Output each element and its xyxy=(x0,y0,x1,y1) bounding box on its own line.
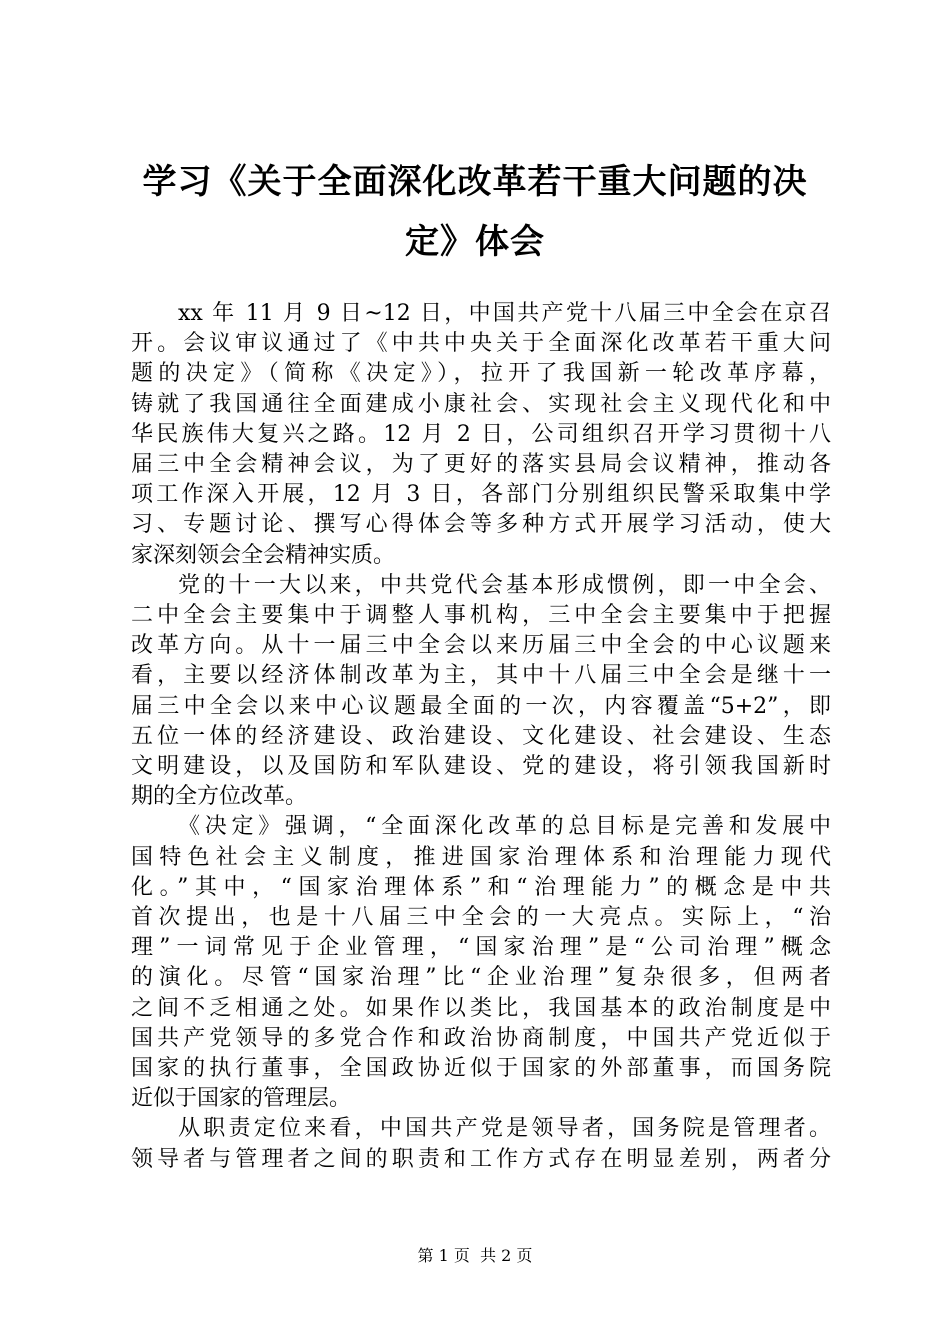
body-text-line: 从职责定位来看，中国共产党是领导者，国务院是管理者。 xyxy=(178,1116,831,1142)
body-text-line: 家深刻领会全会精神实质。 xyxy=(131,542,396,568)
body-text-line: 看，主要以经济体制改革为主，其中十八届三中全会是继十一 xyxy=(131,663,831,689)
body-text-line: 届三中全会以来中心议题最全面的一次，内容覆盖“5+2”，即 xyxy=(131,693,831,719)
document-title-line-2: 定》体会 xyxy=(405,222,545,262)
body-text-line: 二中全会主要集中于调整人事机构，三中全会主要集中于把握 xyxy=(131,603,831,628)
body-text-line: 《决定》强调，“全面深化改革的总目标是完善和发展中 xyxy=(178,814,831,840)
body-text-line: 国共产党领导的多党合作和政治协商制度，中国共产党近似于 xyxy=(131,1025,831,1051)
body-text-line: 文明建设，以及国防和军队建设、党的建设，将引领我国新时 xyxy=(131,754,831,779)
page-footer: 第 1 页 共 2 页 xyxy=(417,1246,533,1265)
body-text-line: 项工作深入开展，12 月 3 日，各部门分别组织民警采取集中学 xyxy=(131,482,831,508)
document-title-line-1: 学习《关于全面深化改革若干重大问题的决 xyxy=(142,162,808,202)
body-text-line: 铸就了我国通往全面建成小康社会、实现社会主义现代化和中 xyxy=(131,391,831,417)
body-text-line: 理”一词常见于企业管理，“国家治理”是“公司治理”概念 xyxy=(131,935,831,961)
body-text-line: xx 年 11 月 9 日~12 日，中国共产党十八届三中全会在京召 xyxy=(178,301,831,326)
body-text-line: 国家的执行董事，全国政协近似于国家的外部董事，而国务院 xyxy=(131,1056,831,1081)
body-text-line: 的演化。尽管“国家治理”比“企业治理”复杂很多，但两者 xyxy=(131,965,831,991)
body-text-line: 开。会议审议通过了《中共中央关于全面深化改革若干重大问 xyxy=(131,331,831,357)
body-text-line: 党的十一大以来，中共党代会基本形成惯例，即一中全会、 xyxy=(178,572,831,598)
body-text-line: 近似于国家的管理层。 xyxy=(131,1086,352,1112)
body-text-line: 届三中全会精神会议，为了更好的落实县局会议精神，推动各 xyxy=(131,452,831,477)
body-text-line: 国特色社会主义制度，推进国家治理体系和治理能力现代 xyxy=(131,844,831,870)
body-text-line: 华民族伟大复兴之路。12 月 2 日，公司组织召开学习贯彻十八 xyxy=(131,421,831,447)
body-text-line: 期的全方位改革。 xyxy=(131,784,308,810)
body-text-line: 五位一体的经济建设、政治建设、文化建设、社会建设、生态 xyxy=(131,723,831,749)
body-text-line: 首次提出，也是十八届三中全会的一大亮点。实际上，“治 xyxy=(131,905,831,930)
body-text-line: 化。”其中，“国家治理体系”和“治理能力”的概念是中共 xyxy=(131,874,831,900)
body-text-line: 之间不乏相通之处。如果作以类比，我国基本的政治制度是中 xyxy=(131,995,831,1021)
body-text-line: 习、专题讨论、撰写心得体会等多种方式开展学习活动，使大 xyxy=(131,512,831,538)
body-text-line: 改革方向。从十一届三中全会以来历届三中全会的中心议题来 xyxy=(131,633,831,659)
body-text-line: 领导者与管理者之间的职责和工作方式存在明显差别，两者分 xyxy=(131,1146,831,1172)
body-text-line: 题的决定》（简称《决定》），拉开了我国新一轮改革序幕， xyxy=(131,361,831,387)
